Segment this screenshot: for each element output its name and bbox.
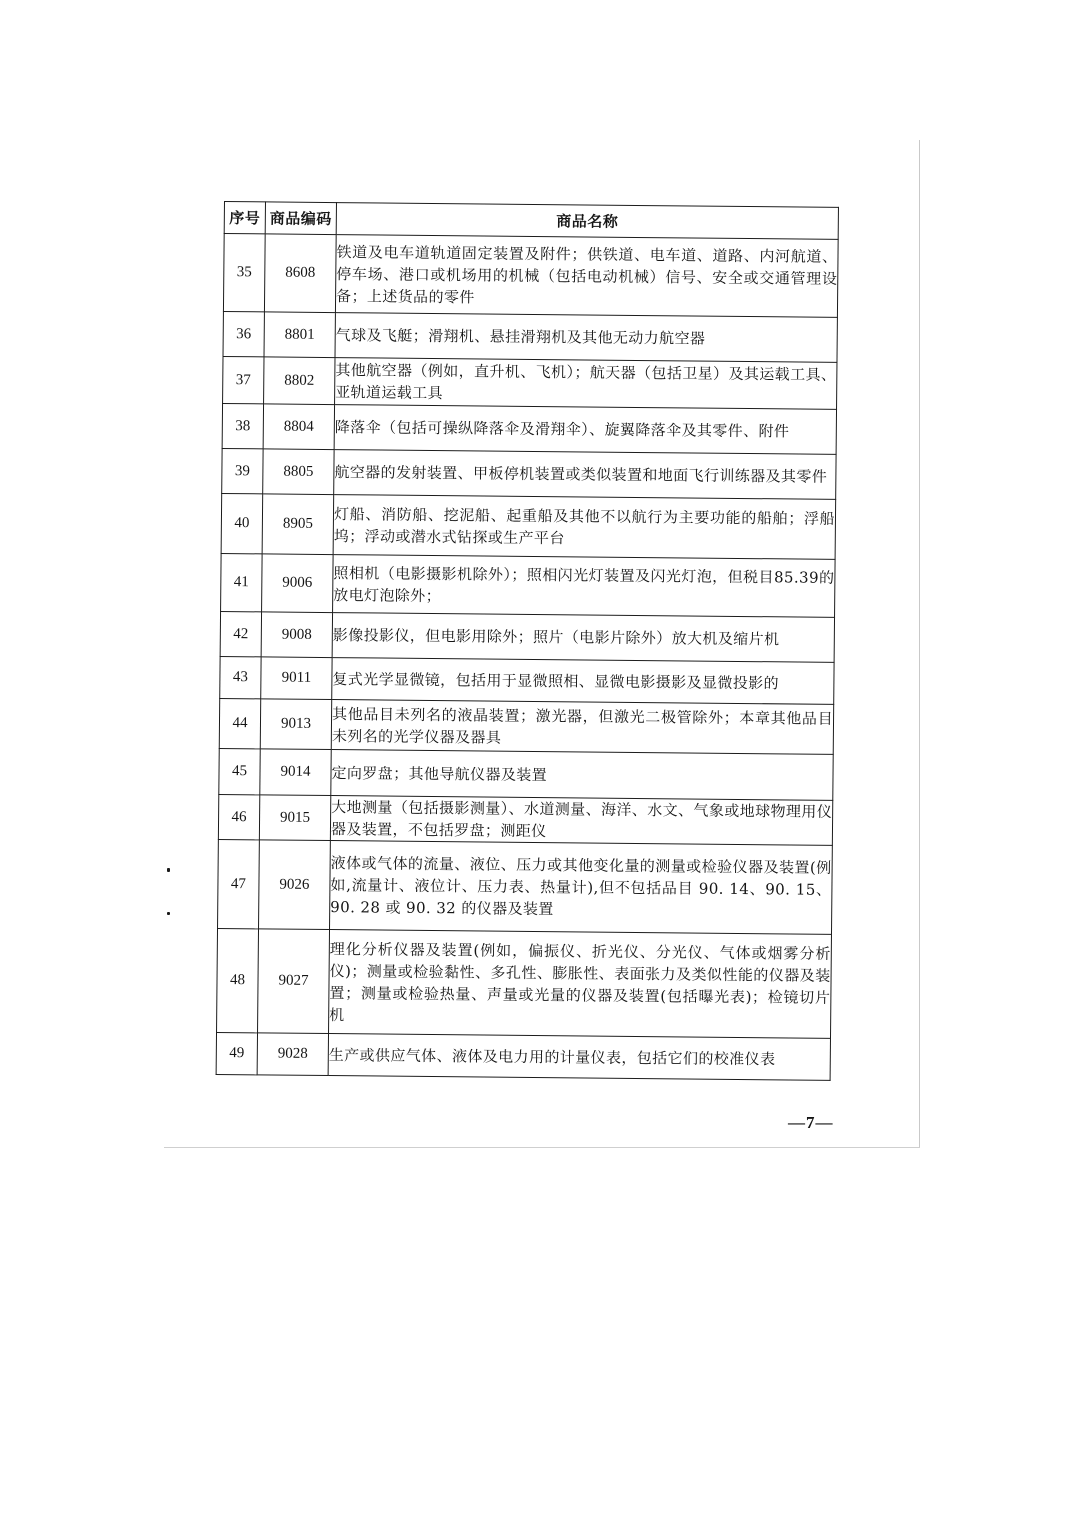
row-index: 48 [217,928,259,1032]
row-index: 36 [223,311,264,356]
goods-table [216,201,839,1081]
row-name: 气球及飞艇；滑翔机、悬挂滑翔机及其他无动力航空器 [335,313,837,363]
row-code: 9011 [261,657,332,700]
row-code: 8802 [264,357,335,405]
header-name: 商品名称 [336,203,838,240]
table-row [223,234,838,318]
row-index: 43 [220,656,261,698]
header-code: 商品编码 [265,202,336,235]
row-name: 其他航空器（例如，直升机、飞机）；航天器（包括卫星）及其运载工具、亚轨道运载工具 [335,358,837,410]
row-index: 39 [222,448,263,493]
table-row [216,1032,830,1080]
row-name: 航空器的发射装置、甲板停机装置或类似装置和地面飞行训练器及其零件 [334,450,836,500]
table-row [221,553,836,617]
row-code: 9015 [259,795,330,841]
row-index: 42 [220,611,261,656]
row-index: 40 [221,493,263,553]
table-row [220,611,834,662]
row-name: 照相机（电影摄影机除外）；照相闪光灯装置及闪光灯泡，但税目85.39的放电灯泡除外； [333,555,836,618]
table-row [220,656,834,704]
row-code: 9006 [262,554,334,613]
row-code: 9027 [258,929,330,1034]
row-index: 37 [223,356,264,403]
page-number: —7— [788,1113,834,1132]
table-row [222,448,836,499]
table-row [218,839,833,934]
row-code: 8805 [263,449,334,495]
row-code: 9026 [259,840,331,930]
row-code: 8608 [264,234,336,313]
scan-speck [167,912,170,915]
row-code: 9028 [257,1033,328,1076]
table-row [223,356,837,409]
row-code: 8905 [262,494,334,555]
row-name: 液体或气体的流量、液位、压力或其他变化量的测量或检验仪器及装置(例如,流量计、液位计、压力表、热量计),但不包括品目 90. 14、90. 15、90. 28 或 90. 32 的仪器及装置 [330,841,833,935]
row-code: 9013 [260,699,331,750]
row-name: 影像投影仪，但电影用除外；照片（电影片除外）放大机及缩片机 [332,613,834,663]
row-index: 46 [218,794,259,839]
table-row [221,493,836,559]
row-index: 38 [222,403,263,448]
table-row [217,928,832,1038]
page-edge-right [919,140,920,1148]
table-row [222,403,836,454]
header-index: 序号 [224,202,265,234]
row-index: 35 [223,234,265,312]
table-row [223,311,837,362]
row-index: 44 [219,698,260,748]
row-name: 降落伞（包括可操纵降落伞及滑翔伞）、旋翼降落伞及其零件、附件 [334,405,836,455]
table-row [219,698,833,754]
row-index: 49 [216,1032,257,1074]
row-code: 9008 [261,612,332,658]
row-code: 8804 [263,404,334,450]
row-name: 铁道及电车道轨道固定装置及附件；供铁道、电车道、道路、内河航道、停车场、港口或机场用的机械（包括电动机械）信号、安全或交通管理设备；上述货品的零件 [335,235,838,318]
row-name: 生产或供应气体、液体及电力用的计量仪表，包括它们的校准仪表 [328,1034,830,1081]
row-index: 47 [218,839,260,928]
row-index: 41 [221,553,263,611]
row-name: 其他品目未列名的液晶装置；激光器，但激光二极管除外；本章其他品目未列名的光学仪器及器具 [331,700,833,755]
row-index: 45 [219,748,260,794]
table-row [219,748,833,800]
scan-speck [167,868,170,872]
row-name: 大地测量（包括摄影测量）、水道测量、海洋、水文、气象或地球物理用仪器及装置，不包括罗盘；测距仪 [330,796,832,846]
row-name: 定向罗盘；其他导航仪器及装置 [331,750,833,801]
row-code: 8801 [264,312,335,358]
row-name: 灯船、消防船、挖泥船、起重船及其他不以航行为主要功能的船舶；浮船坞；浮动或潜水式钻探或生产平台 [333,495,836,560]
page-edge-bottom [164,1147,920,1148]
table-row [218,794,832,845]
row-name: 复式光学显微镜，包括用于显微照相、显微电影摄影及显微投影的 [332,658,834,705]
row-code: 9014 [260,749,331,796]
row-name: 理化分析仪器及装置(例如，偏振仪、折光仪、分光仪、气体或烟雾分析仪)；测量或检验黏性、多孔性、膨胀性、表面张力及类似性能的仪器及装置；测量或检验热量、声量或光量的仪器及装置(包括曝光表)；检镜切片机 [329,930,832,1039]
